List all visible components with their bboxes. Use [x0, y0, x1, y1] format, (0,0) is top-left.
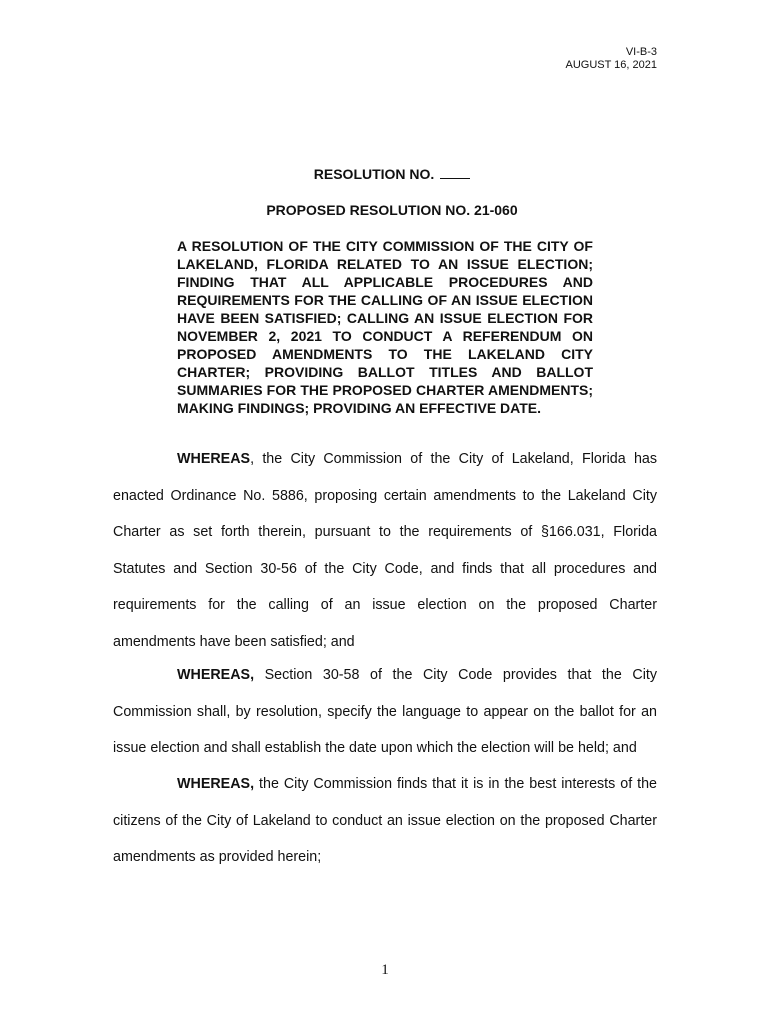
resolution-number-blank: [440, 166, 470, 179]
whereas-paragraph-2: [113, 657, 657, 767]
page-header: [565, 46, 657, 72]
resolution-number: [0, 166, 770, 182]
whereas-paragraph-1: [113, 441, 657, 660]
whereas-paragraph-3: [113, 766, 657, 876]
whereas-lead: WHEREAS,: [177, 776, 255, 792]
whereas-text: , the City Commission of the City of Lakeland, Florida has enacted Ordinance No. 5886, proposing certain amendments to the Lakeland City Charter as set forth therein, pursuant to the requirements of §166.031, Florida Statutes and Section 30-56 of the City Code, and finds that all procedures and requirements for the calling of an issue election on the proposed Charter amendments have been satisfied; and: [113, 451, 657, 650]
document-code: VI-B-3: [625, 46, 657, 58]
whereas-text: Section 30-58 of the City Code provides that the City Commission shall, by resolution, specify the language to appear on the ballot for an issue election and shall establish the date upon which the election will be held; and: [113, 667, 657, 756]
proposed-resolution-number: PROPOSED RESOLUTION NO. 21-060: [266, 202, 518, 218]
whereas-text: the City Commission finds that it is in the best interests of the citizens of the City of Lakeland to conduct an issue election on the proposed Charter amendments as provided herein;: [113, 776, 657, 865]
whereas-lead: WHEREAS,: [177, 667, 255, 683]
resolution-caption: A RESOLUTION OF THE CITY COMMISSION OF THE CITY OF LAKELAND, FLORIDA RELATED TO AN ISSUE ELECTION; FINDING THAT ALL APPLICABLE PROCEDURES AND REQUIREMENTS FOR THE CALLING OF AN ISSUE ELECTION HAVE BEEN SATISFIED; CALLING AN ISSUE ELECTION FOR NOVEMBER 2, 2021 TO CONDUCT A REFERENDUM ON PROPOSED AMENDMENTS TO THE LAKELAND CITY CHARTER; PROVIDING BALLOT TITLES AND BALLOT SUMMARIES FOR THE PROPOSED CHARTER AMENDMENTS; MAKING FINDINGS; PROVIDING AN EFFECTIVE DATE.: [177, 238, 593, 416]
resolution-number-label: RESOLUTION NO.: [313, 166, 435, 182]
whereas-lead: WHEREAS: [177, 451, 251, 467]
page-number: 1: [381, 962, 389, 978]
document-date: AUGUST 16, 2021: [565, 59, 657, 71]
